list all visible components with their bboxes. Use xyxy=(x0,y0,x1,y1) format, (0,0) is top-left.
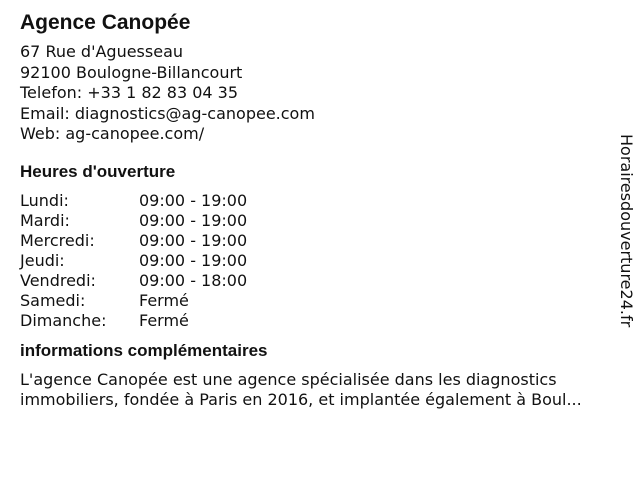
opening-hours-heading: Heures d'ouverture xyxy=(20,161,176,181)
phone-line: Telefon: +33 1 82 83 04 35 xyxy=(20,83,239,102)
hours-row-wednesday xyxy=(20,231,247,251)
day-label: Lundi: xyxy=(20,190,69,210)
day-label: Samedi: xyxy=(20,290,86,310)
business-description xyxy=(20,370,632,411)
hours-row-sunday xyxy=(20,311,247,331)
business-name: Agence Canopée xyxy=(20,11,191,34)
site-watermark: Horairesdouverture24.fr xyxy=(617,134,636,328)
web-line: Web: ag-canopee.com/ xyxy=(20,124,205,143)
day-label: Mercredi: xyxy=(20,230,95,250)
address-city: 92100 Boulogne-Billancourt xyxy=(20,62,243,82)
day-hours: 09:00 - 19:00 xyxy=(139,250,248,270)
hours-row-tuesday xyxy=(20,211,247,231)
day-hours: Fermé xyxy=(139,310,189,330)
day-label: Mardi: xyxy=(20,210,70,230)
business-card xyxy=(20,10,632,411)
email-line: Email: diagnostics@ag-canopee.com xyxy=(20,103,315,123)
hours-row-friday xyxy=(20,271,247,291)
description-line: L'agence Canopée est une agence spécialisée dans les diagnostics xyxy=(20,369,557,389)
day-hours: 09:00 - 18:00 xyxy=(139,270,248,290)
opening-hours-table xyxy=(20,191,247,331)
hours-row-saturday xyxy=(20,291,247,311)
hours-row-monday xyxy=(20,191,247,211)
additional-info-heading: informations complémentaires xyxy=(20,340,268,360)
contact-info xyxy=(20,42,632,145)
address-street: 67 Rue d'Aguesseau xyxy=(20,42,184,61)
day-label: Vendredi: xyxy=(20,270,96,290)
day-label: Dimanche: xyxy=(20,310,107,330)
day-hours: 09:00 - 19:00 xyxy=(139,230,248,250)
day-hours: Fermé xyxy=(139,290,189,310)
description-line: immobiliers, fondée à Paris en 2016, et implantée également à Boul... xyxy=(20,390,582,409)
hours-row-thursday xyxy=(20,251,247,271)
day-label: Jeudi: xyxy=(20,250,65,270)
day-hours: 09:00 - 19:00 xyxy=(139,210,248,230)
day-hours: 09:00 - 19:00 xyxy=(139,190,248,210)
